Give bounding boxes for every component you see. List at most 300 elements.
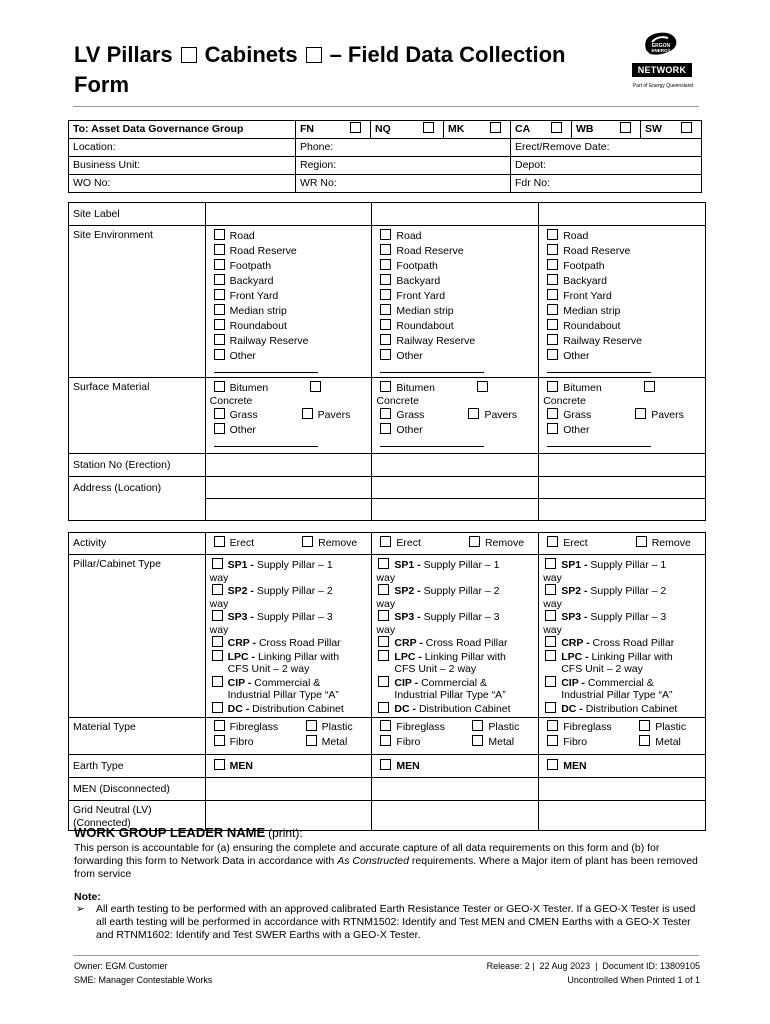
earth-options	[539, 755, 706, 778]
pillar-type-options	[372, 555, 539, 718]
sp3-checkbox[interactable]	[212, 610, 223, 621]
footpath-checkbox[interactable]	[380, 259, 391, 270]
earth-men: MEN	[563, 760, 587, 772]
site-env-options	[205, 226, 372, 378]
surface-pavers: Pavers	[651, 409, 684, 421]
railway-reserve-checkbox[interactable]	[380, 334, 391, 345]
other-underline[interactable]	[214, 364, 318, 373]
material-fibro: Fibro	[396, 736, 421, 748]
pillar-type-options	[205, 555, 372, 718]
earth-men: MEN	[229, 760, 253, 772]
surface-other-checkbox[interactable]	[214, 423, 225, 434]
dc-code: DC -	[227, 702, 250, 715]
other-checkbox[interactable]	[214, 349, 225, 360]
env-option-road: Road	[563, 230, 589, 242]
wb-checkbox[interactable]	[620, 122, 631, 133]
station-no-cell[interactable]	[372, 454, 539, 477]
lpc-code: LPC -	[561, 650, 589, 663]
site-env-options	[539, 226, 706, 378]
surface-bitumen: Bitumen	[229, 382, 269, 394]
material-options	[372, 718, 539, 755]
title-part-field-data: – Field Data Collection	[329, 42, 566, 67]
sp1-checkbox[interactable]	[378, 558, 389, 569]
env-option-roundabout: Roundabout	[396, 320, 454, 332]
erect-checkbox[interactable]	[380, 536, 391, 547]
depot-field[interactable]: Depot:	[511, 157, 702, 175]
env-option-other: Other	[229, 350, 256, 362]
crp-text: Cross Road Pillar	[258, 637, 341, 649]
fdr-no-field[interactable]: Fdr No:	[511, 175, 702, 193]
env-option-median-strip: Median strip	[396, 305, 454, 317]
code-nq: NQ	[375, 123, 391, 135]
sp1-way: way	[376, 571, 396, 584]
sp2-checkbox[interactable]	[545, 584, 556, 595]
median-strip-checkbox[interactable]	[547, 304, 558, 315]
earth-options	[372, 755, 539, 778]
pillar-type-options	[539, 555, 706, 718]
sp3-checkbox[interactable]	[545, 610, 556, 621]
surface-bitumen: Bitumen	[563, 382, 602, 394]
logo-tagline: Part of Energy Queensland	[632, 83, 694, 89]
fn-checkbox[interactable]	[350, 122, 361, 133]
footpath-checkbox[interactable]	[214, 259, 225, 270]
surface-options	[205, 378, 372, 454]
plastic-checkbox[interactable]	[306, 720, 317, 731]
sp3-code: SP3 -	[394, 611, 421, 623]
env-option-footpath: Footpath	[563, 260, 605, 272]
other-checkbox[interactable]	[547, 349, 558, 360]
cip-text: Commercial &	[254, 676, 321, 689]
sp2-way: way	[543, 597, 562, 610]
surface-concrete: Concrete	[376, 395, 420, 407]
material-options	[205, 718, 372, 755]
fibro-checkbox[interactable]	[214, 735, 225, 746]
activity-erect: Erect	[229, 537, 255, 549]
earth-type-label: Earth Type	[69, 755, 206, 778]
erect-checkbox[interactable]	[214, 536, 225, 547]
footer-sme: SME: Manager Contestable Works	[74, 975, 213, 985]
address-cell[interactable]	[205, 477, 372, 499]
work-group-leader-section	[74, 825, 700, 881]
lv-pillars-checkbox[interactable]	[181, 47, 197, 63]
ca-checkbox[interactable]	[551, 122, 562, 133]
surface-grass: Grass	[563, 409, 592, 421]
remove-checkbox[interactable]	[302, 536, 313, 547]
dc-text: Distribution Cabinet	[418, 702, 511, 715]
code-sw: SW	[645, 123, 662, 135]
front-yard-checkbox[interactable]	[380, 289, 391, 300]
plastic-checkbox[interactable]	[472, 720, 483, 731]
to-label: To: Asset Data Governance Group	[69, 121, 296, 139]
fibro-checkbox[interactable]	[380, 735, 391, 746]
roundabout-checkbox[interactable]	[547, 319, 558, 330]
other-underline[interactable]	[214, 438, 318, 447]
sp2-text: Supply Pillar – 2	[423, 585, 500, 597]
env-option-other: Other	[396, 350, 423, 362]
front-yard-checkbox[interactable]	[214, 289, 225, 300]
plastic-checkbox[interactable]	[639, 720, 650, 731]
material-type-label: Material Type	[69, 718, 206, 755]
sp3-code: SP3 -	[561, 611, 588, 623]
crp-checkbox[interactable]	[378, 636, 389, 647]
surface-pavers: Pavers	[484, 409, 518, 421]
cabinets-checkbox[interactable]	[306, 47, 322, 63]
footpath-checkbox[interactable]	[547, 259, 558, 270]
spacer-row	[69, 521, 706, 533]
pillar-type-label: Pillar/Cabinet Type	[69, 555, 206, 718]
cip-code: CIP -	[394, 676, 419, 689]
dc-code: DC -	[561, 702, 583, 715]
activity-options	[372, 533, 539, 555]
activity-label: Activity	[69, 533, 206, 555]
leader-text-italic: As Constructed	[337, 855, 409, 867]
env-option-front-yard: Front Yard	[563, 290, 612, 302]
lpc-checkbox[interactable]	[212, 650, 223, 661]
sp1-way: way	[209, 571, 229, 584]
lpc-text: Linking Pillar with	[591, 650, 673, 663]
crp-text: Cross Road Pillar	[425, 637, 508, 649]
sp1-checkbox[interactable]	[545, 558, 556, 569]
material-fibreglass: Fibreglass	[229, 721, 279, 733]
logo-network-text: NETWORK	[632, 63, 692, 77]
fibro-checkbox[interactable]	[547, 735, 558, 746]
men-checkbox[interactable]	[380, 759, 391, 770]
codes-cell-2	[511, 121, 702, 139]
title-line2: Form	[74, 72, 129, 97]
note-label: Note:	[74, 891, 101, 903]
env-option-backyard: Backyard	[396, 275, 441, 287]
svg-text:ERGON: ERGON	[651, 43, 671, 49]
env-option-front-yard: Front Yard	[229, 290, 279, 302]
men-disconnected-cell[interactable]	[372, 778, 539, 801]
earth-options	[205, 755, 372, 778]
fibreglass-checkbox[interactable]	[547, 720, 558, 731]
cip-code: CIP -	[227, 676, 252, 689]
env-option-backyard: Backyard	[229, 275, 274, 287]
footer-uncontrolled: Uncontrolled When Printed 1 of 1	[567, 975, 700, 985]
sp3-text: Supply Pillar – 3	[590, 611, 667, 623]
road-checkbox[interactable]	[214, 229, 225, 240]
sp2-code: SP2 -	[394, 585, 421, 597]
other-underline[interactable]	[547, 438, 651, 447]
env-option-railway-reserve: Railway Reserve	[229, 335, 309, 347]
cip-text: Commercial &	[587, 676, 654, 689]
roundabout-checkbox[interactable]	[214, 319, 225, 330]
lpc-code: LPC -	[394, 650, 422, 663]
sw-checkbox[interactable]	[681, 122, 692, 133]
other-underline[interactable]	[380, 364, 484, 373]
crp-checkbox[interactable]	[212, 636, 223, 647]
dc-code: DC -	[394, 702, 417, 715]
codes-cell-1	[296, 121, 511, 139]
lpc-text-2: CFS Unit – 2 way	[394, 663, 477, 675]
material-options	[539, 718, 706, 755]
note-section	[74, 891, 700, 942]
station-no-cell[interactable]	[539, 454, 706, 477]
sp2-code: SP2 -	[561, 585, 588, 597]
cip-checkbox[interactable]	[545, 676, 556, 687]
grass-checkbox[interactable]	[214, 408, 225, 419]
dc-text: Distribution Cabinet	[252, 702, 344, 715]
address-cell[interactable]	[205, 499, 372, 521]
road-checkbox[interactable]	[380, 229, 391, 240]
leader-heading: WORK GROUP LEADER NAME	[74, 825, 266, 840]
material-plastic: Plastic	[655, 721, 687, 733]
surface-options	[539, 378, 706, 454]
address-cell[interactable]	[372, 499, 539, 521]
sp3-way: way	[543, 623, 562, 636]
note-bullet	[74, 903, 700, 942]
title-divider	[73, 106, 699, 107]
env-option-median-strip: Median strip	[563, 305, 621, 317]
note-bullet-text: All earth testing to be performed with an approved calibrated Earth Resistance Tester or GEO-X Tester. If a GEO-X Tester is used all earth testing will be performed in accordance with RTNM1502: Identify and Test MEN and CMEN Earths with a GEO-X Tester and RTNM1602: Identify and Test SWER Earths with a GEO-X Tester.	[96, 903, 696, 941]
station-no-label: Station No (Erection)	[69, 454, 206, 477]
region-field[interactable]: Region:	[296, 157, 511, 175]
pavers-checkbox[interactable]	[468, 408, 479, 419]
ergon-network-logo	[626, 30, 700, 92]
pavers-checkbox[interactable]	[635, 408, 646, 419]
surface-concrete: Concrete	[209, 395, 253, 407]
remove-checkbox[interactable]	[469, 536, 480, 547]
median-strip-checkbox[interactable]	[214, 304, 225, 315]
wo-no-field[interactable]: WO No:	[69, 175, 296, 193]
location-field[interactable]: Location:	[69, 139, 296, 157]
dc-checkbox[interactable]	[545, 702, 556, 713]
erect-checkbox[interactable]	[547, 536, 558, 547]
crp-code: CRP -	[394, 637, 423, 649]
sp3-way: way	[209, 623, 229, 636]
lpc-checkbox[interactable]	[545, 650, 556, 661]
road-checkbox[interactable]	[547, 229, 558, 240]
men-disconnected-label: MEN (Disconnected)	[69, 778, 206, 801]
material-metal: Metal	[655, 736, 681, 748]
sp2-code: SP2 -	[227, 585, 254, 597]
header-table	[68, 120, 702, 193]
cip-checkbox[interactable]	[378, 676, 389, 687]
concrete-checkbox[interactable]	[310, 381, 321, 392]
activity-remove: Remove	[484, 537, 525, 549]
surface-other: Other	[396, 424, 423, 436]
backyard-checkbox[interactable]	[547, 274, 558, 285]
address-cell[interactable]	[539, 499, 706, 521]
nq-checkbox[interactable]	[423, 122, 434, 133]
site-label-cell[interactable]	[539, 203, 706, 226]
sp3-text: Supply Pillar – 3	[256, 611, 333, 623]
sp3-code: SP3 -	[227, 611, 254, 623]
footer-owner: Owner: EGM Customer	[74, 961, 168, 971]
sp1-text: Supply Pillar – 1	[590, 559, 667, 571]
material-fibreglass: Fibreglass	[563, 721, 612, 733]
arrow-bullet-icon: ➢	[76, 903, 85, 915]
bitumen-checkbox[interactable]	[547, 381, 558, 392]
activity-options	[205, 533, 372, 555]
metal-checkbox[interactable]	[639, 735, 650, 746]
svg-text:ENERGY: ENERGY	[651, 48, 671, 53]
sp3-way: way	[376, 623, 396, 636]
crp-checkbox[interactable]	[545, 636, 556, 647]
sp1-code: SP1 -	[227, 559, 254, 571]
phone-field[interactable]: Phone:	[296, 139, 511, 157]
site-label-cell[interactable]	[205, 203, 372, 226]
grass-checkbox[interactable]	[380, 408, 391, 419]
lpc-code: LPC -	[227, 650, 256, 663]
material-plastic: Plastic	[488, 721, 520, 733]
material-plastic: Plastic	[321, 721, 353, 733]
surface-bitumen: Bitumen	[396, 382, 435, 394]
men-checkbox[interactable]	[214, 759, 225, 770]
sp2-text: Supply Pillar – 2	[256, 585, 333, 597]
fibreglass-checkbox[interactable]	[214, 720, 225, 731]
median-strip-checkbox[interactable]	[380, 304, 391, 315]
metal-checkbox[interactable]	[306, 735, 317, 746]
code-fn: FN	[300, 123, 314, 135]
leader-paragraph	[74, 842, 700, 881]
sp2-checkbox[interactable]	[212, 584, 223, 595]
sp3-text: Supply Pillar – 3	[423, 611, 500, 623]
concrete-checkbox[interactable]	[644, 381, 655, 392]
bitumen-checkbox[interactable]	[380, 381, 391, 392]
cip-text: Commercial &	[421, 676, 488, 689]
activity-erect: Erect	[396, 537, 421, 549]
crp-text: Cross Road Pillar	[592, 637, 675, 649]
lpc-checkbox[interactable]	[378, 650, 389, 661]
leader-text-1: This person is accountable for (a) ensuring the complete and accurate capture of all data requirements on this form and (b) for forwarding this form to Network Data in accordance with	[74, 842, 660, 867]
env-option-front-yard: Front Yard	[396, 290, 446, 302]
sp2-checkbox[interactable]	[378, 584, 389, 595]
sp1-text: Supply Pillar – 1	[256, 559, 333, 571]
dc-checkbox[interactable]	[212, 702, 223, 713]
backyard-checkbox[interactable]	[380, 274, 391, 285]
ergon-energy-emblem-icon	[638, 30, 684, 58]
grass-checkbox[interactable]	[547, 408, 558, 419]
site-env-options	[372, 226, 539, 378]
title-part-lv-pillars: LV Pillars	[74, 42, 173, 67]
env-option-backyard: Backyard	[563, 275, 607, 287]
road-reserve-checkbox[interactable]	[547, 244, 558, 255]
sp2-text: Supply Pillar – 2	[590, 585, 667, 597]
surface-other: Other	[229, 424, 256, 436]
env-option-roundabout: Roundabout	[563, 320, 621, 332]
fibreglass-checkbox[interactable]	[380, 720, 391, 731]
env-option-footpath: Footpath	[229, 260, 272, 272]
crp-code: CRP -	[561, 637, 590, 649]
sp3-checkbox[interactable]	[378, 610, 389, 621]
sp1-checkbox[interactable]	[212, 558, 223, 569]
site-label-label: Site Label	[69, 203, 206, 226]
site-label-cell[interactable]	[372, 203, 539, 226]
mk-checkbox[interactable]	[490, 122, 501, 133]
env-option-other: Other	[563, 350, 590, 362]
men-disconnected-cell[interactable]	[205, 778, 372, 801]
cip-code: CIP -	[561, 676, 585, 689]
front-yard-checkbox[interactable]	[547, 289, 558, 300]
railway-reserve-checkbox[interactable]	[214, 334, 225, 345]
activity-options	[539, 533, 706, 555]
business-unit-field[interactable]: Business Unit:	[69, 157, 296, 175]
env-option-road-reserve: Road Reserve	[563, 245, 631, 257]
sp2-way: way	[376, 597, 396, 610]
lpc-text-2: CFS Unit – 2 way	[227, 663, 310, 675]
activity-remove: Remove	[318, 537, 358, 549]
surface-other: Other	[563, 424, 590, 436]
dc-checkbox[interactable]	[378, 702, 389, 713]
address-cell[interactable]	[539, 477, 706, 499]
surface-concrete: Concrete	[543, 395, 586, 407]
road-reserve-checkbox[interactable]	[380, 244, 391, 255]
env-option-road-reserve: Road Reserve	[229, 245, 297, 257]
cip-text-2: Industrial Pillar Type “A”	[227, 689, 339, 701]
cip-checkbox[interactable]	[212, 676, 223, 687]
surface-grass: Grass	[229, 409, 258, 421]
code-ca: CA	[515, 123, 531, 135]
surface-options	[372, 378, 539, 454]
title-part-cabinets: Cabinets	[204, 42, 298, 67]
sp2-way: way	[209, 597, 229, 610]
env-option-footpath: Footpath	[396, 260, 438, 272]
station-no-cell[interactable]	[205, 454, 372, 477]
remove-checkbox[interactable]	[636, 536, 647, 547]
material-metal: Metal	[488, 736, 515, 748]
roundabout-checkbox[interactable]	[380, 319, 391, 330]
code-wb: WB	[576, 123, 594, 135]
railway-reserve-checkbox[interactable]	[547, 334, 558, 345]
cip-text-2: Industrial Pillar Type “A”	[561, 689, 673, 701]
other-checkbox[interactable]	[380, 349, 391, 360]
address-label: Address (Location)	[69, 477, 206, 521]
env-option-road-reserve: Road Reserve	[396, 245, 464, 257]
wr-no-field[interactable]: WR No:	[296, 175, 511, 193]
env-option-railway-reserve: Railway Reserve	[563, 335, 642, 347]
men-checkbox[interactable]	[547, 759, 558, 770]
address-cell[interactable]	[372, 477, 539, 499]
code-mk: MK	[448, 123, 465, 135]
sp1-way: way	[543, 571, 562, 584]
backyard-checkbox[interactable]	[214, 274, 225, 285]
metal-checkbox[interactable]	[472, 735, 483, 746]
bitumen-checkbox[interactable]	[214, 381, 225, 392]
grid-neutral-line1: Grid Neutral (LV)	[73, 804, 152, 816]
form-title	[74, 40, 634, 100]
site-data-table	[68, 202, 706, 831]
pavers-checkbox[interactable]	[302, 408, 313, 419]
material-fibreglass: Fibreglass	[396, 721, 445, 733]
earth-men: MEN	[396, 760, 420, 772]
sp1-text: Supply Pillar – 1	[423, 559, 500, 571]
other-underline[interactable]	[547, 364, 651, 373]
env-option-road: Road	[229, 230, 255, 242]
dc-text: Distribution Cabinet	[585, 702, 678, 715]
other-underline[interactable]	[380, 438, 484, 447]
erect-remove-date-field[interactable]: Erect/Remove Date:	[511, 139, 702, 157]
sp1-code: SP1 -	[394, 559, 421, 571]
grid-neutral-line2: (Connected)	[73, 816, 131, 829]
lpc-text: Linking Pillar with	[257, 650, 340, 663]
lpc-text-2: CFS Unit – 2 way	[561, 663, 643, 675]
crp-code: CRP -	[227, 637, 257, 649]
road-reserve-checkbox[interactable]	[214, 244, 225, 255]
activity-remove: Remove	[651, 537, 691, 549]
surface-other-checkbox[interactable]	[380, 423, 391, 434]
surface-other-checkbox[interactable]	[547, 423, 558, 434]
surface-grass: Grass	[396, 409, 425, 421]
men-disconnected-cell[interactable]	[539, 778, 706, 801]
activity-erect: Erect	[563, 537, 588, 549]
footer-release: Release: 2 | 22 Aug 2023 | Document ID: 13809105	[486, 961, 700, 971]
concrete-checkbox[interactable]	[477, 381, 488, 392]
site-env-label: Site Environment	[69, 226, 206, 378]
sp1-code: SP1 -	[561, 559, 588, 571]
env-option-road: Road	[396, 230, 422, 242]
